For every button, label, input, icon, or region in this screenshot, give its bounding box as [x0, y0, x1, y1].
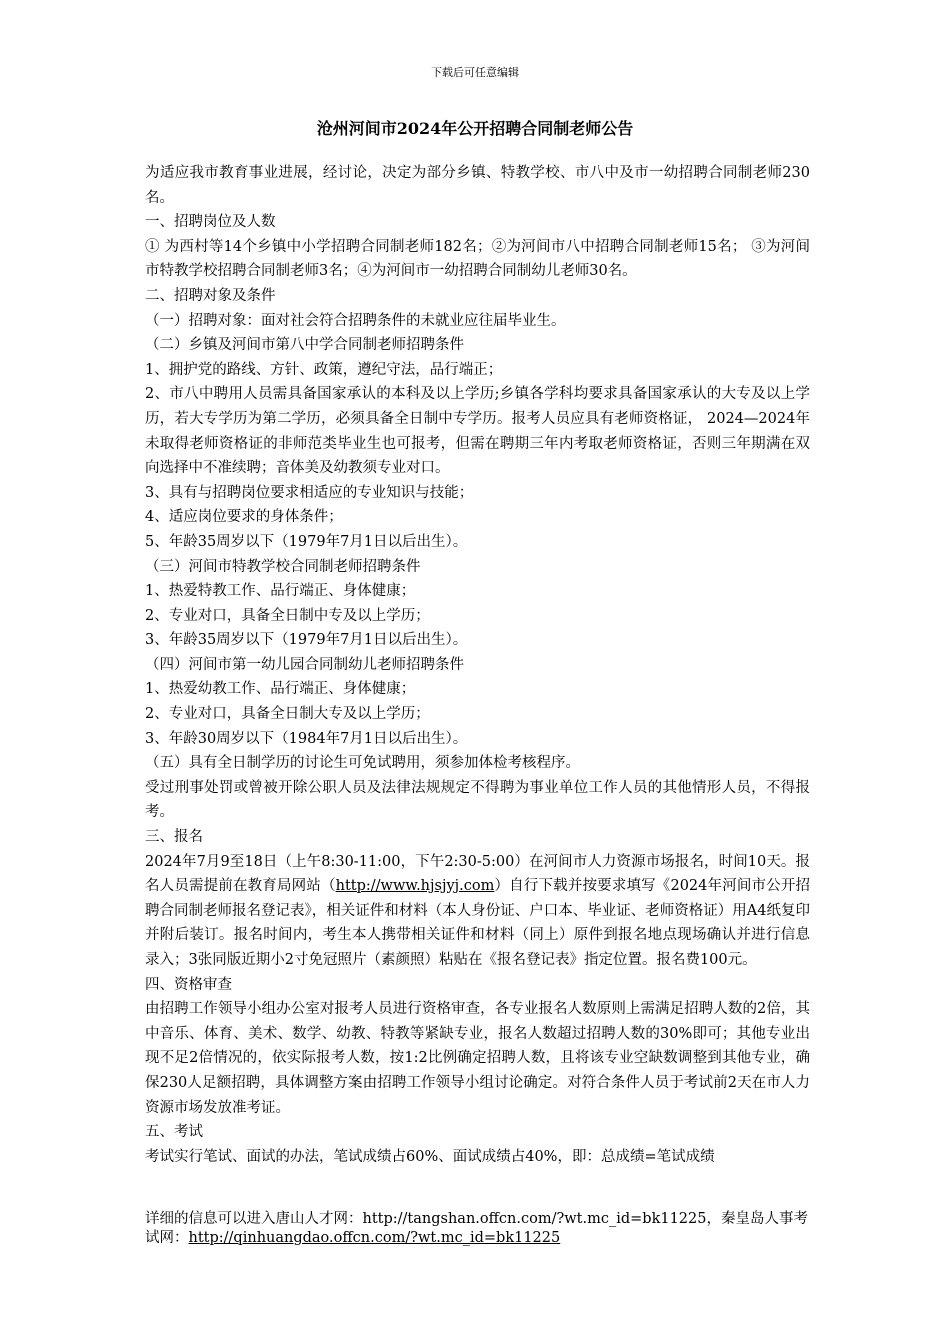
- section-heading-review: 四、资格审查: [145, 976, 232, 993]
- condition-item: 2、专业对口，具备全日制中专及以上学历；: [145, 607, 430, 624]
- condition-graduate-exemption: （五）具有全日制学历的讨论生可免试聘用，须参加体检考核程序。: [145, 755, 580, 772]
- condition-item: 5、年龄35周岁以下（1979年7月1日以后出生）。: [145, 533, 468, 550]
- registration-text-before: 2024年7月9至18日（上午8:30-11:00，下午2:30-5:00）在河间市人力资源市场报名，时间10天。报名人员需提前在教育局网站（: [145, 853, 810, 895]
- document-body: [145, 161, 810, 1169]
- condition-item: 3、年龄30周岁以下（1984年7月1日以后出生）。: [145, 730, 468, 747]
- condition-target: （一）招聘对象：面对社会符合招聘条件的未就业应往届毕业生。: [145, 312, 566, 329]
- condition-item: 1、热爱特教工作、品行端正、身体健康；: [145, 583, 416, 600]
- condition-item: 1、热爱幼教工作、品行端正、身体健康；: [145, 681, 416, 698]
- condition-exclusion: 受过刑事处罚或曾被开除公职人员及法律法规规定不得聘为事业单位工作人员的其他情形人员，不得报考。: [145, 779, 810, 821]
- condition-item: 2、专业对口，具备全日制大专及以上学历；: [145, 706, 430, 723]
- footer-info: [145, 1210, 810, 1248]
- section-heading-conditions: 二、招聘对象及条件: [145, 287, 276, 304]
- positions-paragraph: ① 为西村等14个乡镇中小学招聘合同制老师182名；②为河间市八中招聘合同制老师15名； ③为河间市特教学校招聘合同制老师3名；④为河间市一幼招聘合同制幼儿老师30名。: [145, 238, 810, 280]
- intro-paragraph: 为适应我市教育事业进展，经讨论，决定为部分乡镇、特教学校、市八中及市一幼招聘合同制老师230名。: [145, 165, 810, 206]
- condition-item: 3、具有与招聘岗位要求相适应的专业知识与技能；: [145, 484, 474, 501]
- condition-item: 2、市八中聘用人员需具备国家承认的本科及以上学历;乡镇各学科均要求具备国家承认的大专及以上学历，若大专学历为第二学历，必须具备全日制中专学历。报考人员应具有老师资格证， 2024—2024年未取得老师资格证的非师范类毕业生也可报考，但需在聘期三年内考取老师资格证，否则三年期满在双向选择中不准续聘；音体美及幼教须专业对口。: [145, 386, 810, 477]
- header-note: 下载后可任意编辑: [431, 66, 519, 79]
- footer-text: 详细的信息可以进入唐山人才网：http://tangshan.offcn.com/?wt.mc_id=bk11225，秦皇岛人事考试网：: [145, 1211, 808, 1246]
- condition-item: 3、年龄35周岁以下（1979年7月1日以后出生）。: [145, 632, 468, 649]
- document-title: 沧州河间市2024年公开招聘合同制老师公告: [316, 119, 634, 138]
- registration-paragraph: [145, 850, 810, 973]
- qinhuangdao-exam-link[interactable]: http://qinhuangdao.offcn.com/?wt.mc_id=bk11225: [188, 1230, 561, 1246]
- section-heading-exam: 五、考试: [145, 1124, 203, 1141]
- subsection-heading-kindergarten: （四）河间市第一幼儿园合同制幼儿老师招聘条件: [145, 656, 464, 673]
- condition-item: 4、适应岗位要求的身体条件；: [145, 509, 343, 526]
- registration-text-after: ）自行下载并按要求填写《2024年河间市公开招聘合同制老师报名登记表》，相关证件和材料（本人身份证、户口本、毕业证、老师资格证）用A4纸复印并附后装订。报名时间内，考生本人携带相关证件和材料（同上）原件到报名地点现场确认并进行信息录入；3张同版近期小2寸免冠照片（素颜照）粘贴在《报名登记表》指定位置。报名费100元。: [145, 878, 811, 968]
- review-paragraph: 由招聘工作领导小组办公室对报考人员进行资格审查，各专业报名人数原则上需满足招聘人数的2倍，其中音乐、体育、美术、数学、幼教、特教等紧缺专业，报名人数超过招聘人数的30%即可；其他专业出现不足2倍情况的，依实际报考人数，按1:2比例确定招聘人数，且将该专业空缺数调整到其他专业，确保230人足额招聘，具体调整方案由招聘工作领导小组讨论确定。对符合条件人员于考试前2天在市人力资源市场发放准考证。: [145, 1001, 810, 1116]
- exam-paragraph: 考试实行笔试、面试的办法，笔试成绩占60%、面试成绩占40%，即：总成绩=笔试成绩: [145, 1148, 715, 1165]
- education-bureau-link[interactable]: http://www.hjsjyj.com: [335, 878, 495, 895]
- section-heading-positions: 一、招聘岗位及人数: [145, 214, 276, 231]
- section-heading-registration: 三、报名: [145, 829, 203, 846]
- subsection-heading-special-school: （三）河间市特教学校合同制老师招聘条件: [145, 558, 421, 575]
- subsection-heading-township: （二）乡镇及河间市第八中学合同制老师招聘条件: [145, 337, 464, 354]
- condition-item: 1、拥护党的路线、方针、政策，遵纪守法，品行端正；: [145, 361, 503, 378]
